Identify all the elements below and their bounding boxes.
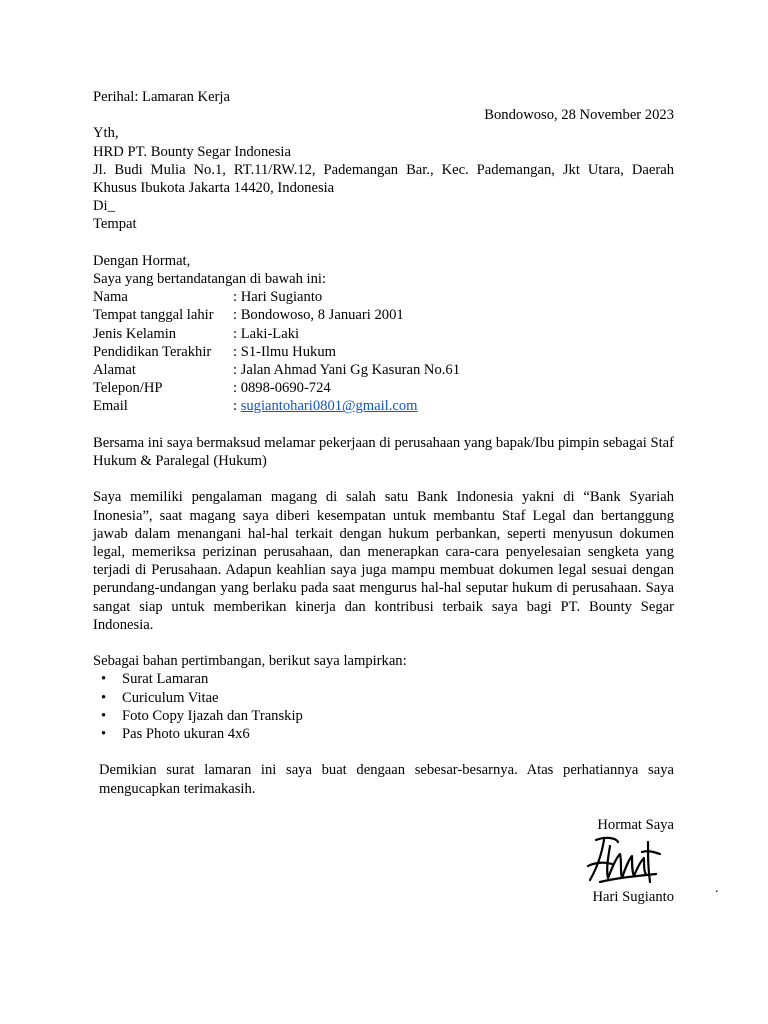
detail-row-email (93, 397, 674, 415)
detail-label: Telepon/HP (93, 380, 163, 397)
recipient-di: Di_ (93, 198, 115, 215)
intro-line: Saya yang bertandatangan di bawah ini: (93, 271, 327, 288)
detail-value: : Laki-Laki (233, 325, 300, 342)
closing-paragraph: Demikian surat lamaran ini saya buat dengaan sebesar-besarnya. Atas perhatiannya saya mengucapkan terimakasih. (99, 762, 674, 797)
email-link[interactable]: sugiantohari0801@gmail.com (240, 398, 418, 415)
detail-row-phone (93, 379, 674, 397)
letter-page (93, 88, 674, 906)
recipient-salutation: Yth, (93, 125, 119, 142)
place-date: Bondowoso, 28 November 2023 (484, 107, 674, 124)
subject-line: Perihal: Lamaran Kerja (93, 89, 230, 105)
detail-label: Jenis Kelamin (93, 325, 177, 342)
detail-label: Tempat tanggal lahir (93, 307, 214, 324)
signature-area (93, 834, 674, 888)
paragraph-experience: Saya memiliki pengalaman magang di salah satu Bank Indonesia yakni di “Bank Syariah Inonesia”, saat magang saya diberi kesempatan untuk membantu Staf Legal dan bertanggung jawab dalam menangani hal-hal terkait dengan hukum perbankan, seperti menyusun dokumen legal, memeriksa perizinan perusahaan, dan menerapkan cara-cara penyelesaian sengketa yang terjadi di Perusahaan. Adapun keahlian saya juga mampu membuat dokumen legal sesuai dengan perundang-undangan yang berlaku pada saat mengurus hal-hal seputar hukum di perusahaan. Saya sangat siap untuk memberikan kinerja dan kontribusi terbaik saya bagi PT. Bounty Segar Indonesia. (93, 489, 674, 633)
email-prefix: : (233, 398, 241, 415)
paragraph-application: Bersama ini saya bermaksud melamar pekerjaan di perusahaan yang bapak/Ibu pimpin sebagai Staf Hukum & Paralegal (Hukum) (93, 434, 674, 470)
detail-value: : 0898-0690-724 (233, 380, 331, 397)
detail-row-address (93, 361, 674, 379)
detail-label: Pendidikan Terakhir (93, 343, 212, 360)
detail-value: : Jalan Ahmad Yani Gg Kasuran No.61 (233, 362, 460, 379)
list-item: • Foto Copy Ijazah dan Transkip (93, 707, 674, 725)
recipient-company: HRD PT. Bounty Segar Indonesia (93, 143, 291, 160)
attachments-list (93, 670, 674, 743)
sign-off: Hormat Saya (597, 817, 674, 834)
detail-value: : Bondowoso, 8 Januari 2001 (233, 307, 404, 324)
attachments-intro: Sebagai bahan pertimbangan, berikut saya lampirkan: (93, 653, 407, 670)
detail-row-gender (93, 325, 674, 343)
personal-details (93, 288, 674, 415)
detail-label: Nama (93, 289, 128, 306)
list-item: • Surat Lamaran (93, 670, 674, 688)
recipient-address: Jl. Budi Mulia No.1, RT.11/RW.12, Pademangan Bar., Kec. Pademangan, Jkt Utara, Daerah Khusus Ibukota Jakarta 14420, Indonesia (93, 161, 674, 197)
detail-row-education (93, 343, 674, 361)
signer-name: Hari Sugianto (592, 889, 674, 906)
detail-row-nama (93, 288, 674, 306)
recipient-tempat: Tempat (93, 216, 137, 233)
list-item: • Curiculum Vitae (93, 689, 674, 707)
detail-label: Email (93, 398, 128, 415)
signature-image (586, 832, 664, 890)
detail-label: Alamat (93, 362, 136, 379)
detail-value: : S1-Ilmu Hukum (233, 343, 336, 360)
recipient-block (93, 124, 674, 233)
detail-row-ttl (93, 306, 674, 324)
list-item: • Pas Photo ukuran 4x6 (93, 725, 674, 743)
greeting: Dengan Hormat, (93, 252, 191, 269)
stray-dot: . (715, 881, 719, 896)
detail-value: : Hari Sugianto (233, 289, 323, 306)
